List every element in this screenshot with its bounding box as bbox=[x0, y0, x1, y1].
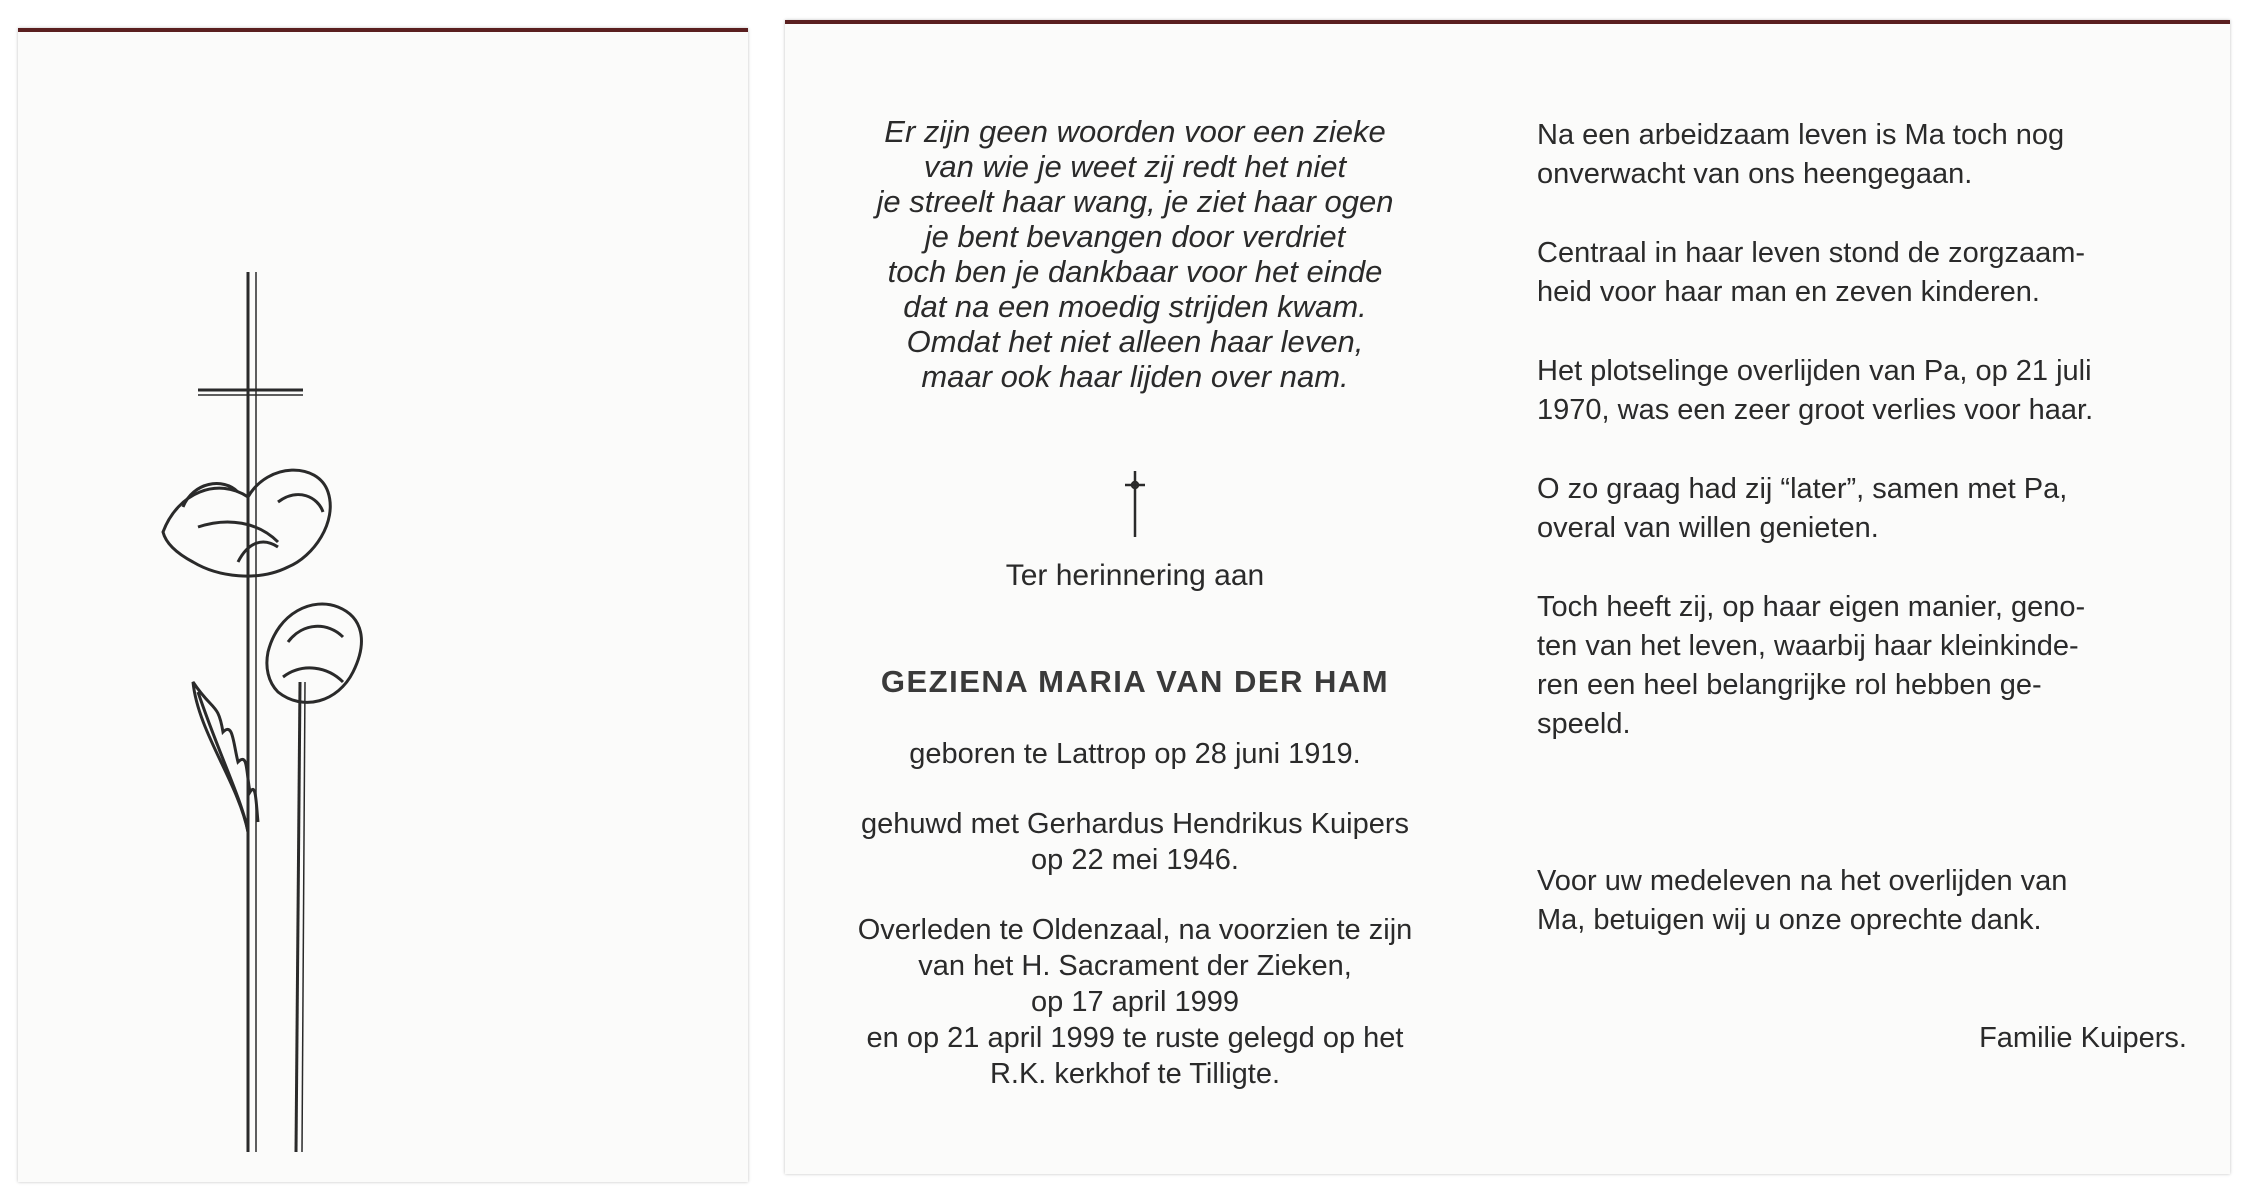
paragraph bbox=[1537, 470, 2187, 548]
signature: Familie Kuipers. bbox=[1979, 1022, 2187, 1054]
marriage-info bbox=[785, 806, 1485, 878]
death-line: R.K. kerkhof te Tilligte. bbox=[989, 1058, 1281, 1090]
death-line: Overleden te Oldenzaal, na voorzien te zijn bbox=[857, 914, 1413, 946]
paragraph-line: Na een arbeidzaam leven is Ma toch nog bbox=[1537, 119, 2065, 151]
deceased-name: GEZIENA MARIA VAN DER HAM bbox=[880, 664, 1390, 699]
cross-with-poppies-illustration bbox=[138, 262, 398, 1162]
paragraph bbox=[1537, 234, 2187, 312]
intro-text: Ter herinnering aan bbox=[1005, 559, 1265, 592]
death-info bbox=[785, 912, 1485, 1092]
marriage-line: op 22 mei 1946. bbox=[1031, 844, 1239, 876]
poem-line: Er zijn geen woorden voor een zieke bbox=[884, 114, 1386, 149]
paragraph-line: ten van het leven, waarbij haar kleinkinde- bbox=[1537, 630, 2079, 662]
death-line: op 17 april 1999 bbox=[1031, 986, 1239, 1018]
paragraph-line: Het plotselinge overlijden van Pa, op 21 juli bbox=[1537, 355, 2092, 387]
paragraph-line: O zo graag had zij “later”, samen met Pa, bbox=[1537, 473, 2068, 505]
paragraph-line: onverwacht van ons heengegaan. bbox=[1537, 158, 1973, 190]
poem-line: maar ook haar lijden over nam. bbox=[921, 359, 1349, 394]
paragraph-line: overal van willen genieten. bbox=[1537, 512, 1879, 544]
poem-line: Omdat het niet alleen haar leven, bbox=[906, 324, 1364, 359]
paragraph-line: ren een heel belangrijke rol hebben ge- bbox=[1537, 669, 2042, 701]
death-line: van het H. Sacrament der Zieken, bbox=[918, 950, 1352, 982]
paragraph-line: 1970, was een zeer groot verlies voor haar. bbox=[1537, 394, 2094, 426]
birth-line: geboren te Lattrop op 28 juni 1919. bbox=[909, 738, 1361, 770]
poem-line: je streelt haar wang, je ziet haar ogen bbox=[876, 184, 1394, 219]
poem bbox=[785, 114, 1485, 394]
paragraph-line: Centraal in haar leven stond de zorgzaam- bbox=[1537, 237, 2086, 269]
left-card bbox=[18, 28, 748, 1182]
right-card bbox=[785, 20, 2230, 1174]
paragraph bbox=[1537, 352, 2187, 430]
small-cross-icon bbox=[1115, 469, 1155, 539]
marriage-line: gehuwd met Gerhardus Hendrikus Kuipers bbox=[860, 808, 1410, 840]
paragraph-line: Voor uw medeleven na het overlijden van bbox=[1537, 865, 2068, 897]
poem-line: dat na een moedig strijden kwam. bbox=[903, 289, 1367, 324]
paragraph-line: speeld. bbox=[1537, 708, 1631, 740]
poem-line: toch ben je dankbaar voor het einde bbox=[887, 254, 1383, 289]
paragraph-line: Toch heeft zij, op haar eigen manier, geno- bbox=[1537, 591, 2086, 623]
paragraph bbox=[1537, 862, 2187, 940]
paragraph-line: heid voor haar man en zeven kinderen. bbox=[1537, 276, 2040, 308]
paragraph bbox=[1537, 588, 2187, 744]
death-line: en op 21 april 1999 te ruste gelegd op het bbox=[866, 1022, 1404, 1054]
poem-line: van wie je weet zij redt het niet bbox=[923, 149, 1347, 184]
paragraph-line: Ma, betuigen wij u onze oprechte dank. bbox=[1537, 904, 2042, 936]
poem-line: je bent bevangen door verdriet bbox=[924, 219, 1346, 254]
paragraph bbox=[1537, 116, 2187, 194]
birth-info bbox=[785, 736, 1485, 772]
